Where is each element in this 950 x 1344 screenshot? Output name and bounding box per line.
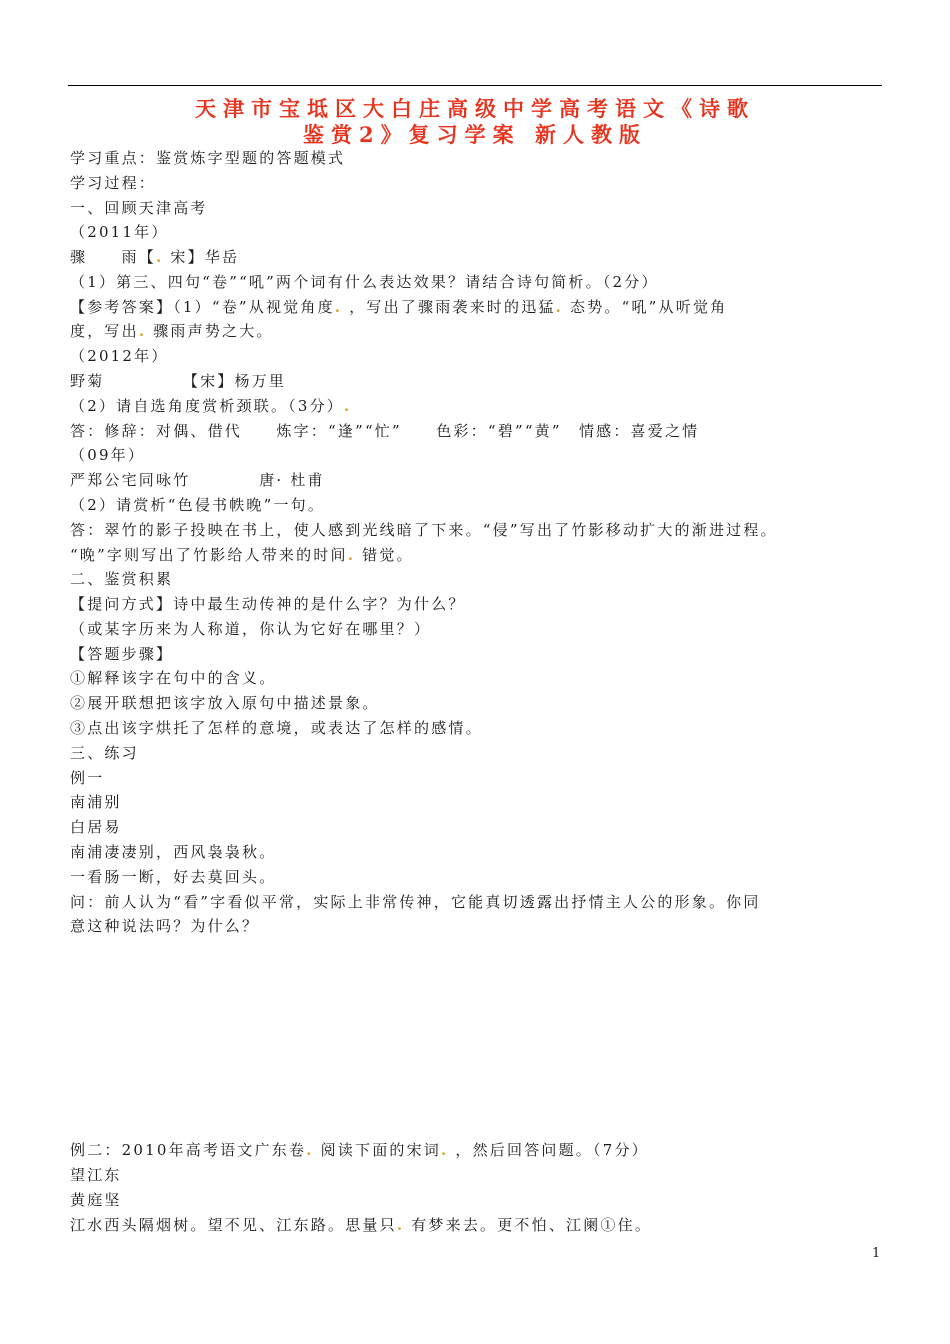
poem-line-1: 南浦凄凄别，西风袅袅秋。 [70, 843, 277, 861]
stray-dot-mark: . [138, 322, 147, 340]
year-09: （09年） [70, 446, 146, 464]
answer-2011-line-1: 【参考答案】（1）“卷”从视觉角度. ，写出了骤雨袭来时的迅猛. 态势。“吼”从听觉角 [70, 298, 728, 316]
stray-dot-mark: . [344, 397, 352, 415]
poem-title-zhouyu: 骤 雨【. 宋】华岳 [70, 248, 240, 266]
question-2012: （2）请自选角度赏析颈联。（3分）. [70, 397, 352, 415]
poem-author-baijuyi: 白居易 [70, 818, 122, 836]
study-process-heading: 学习过程： [70, 174, 157, 192]
poem-title-yeju: 野菊 【宋】杨万里 [70, 372, 287, 390]
stray-dot-mark: . [396, 1216, 405, 1234]
section-2-heading: 二、鉴赏积累 [70, 570, 174, 588]
example-1-question-line-2: 意这种说法吗？为什么？ [70, 917, 260, 935]
answer-09-line-1: 答：翠竹的影子投映在书上，使人感到光线暗了下来。“侵”写出了竹影移动扩大的渐进过程。 [70, 521, 778, 539]
poem-title-nanpu: 南浦别 [70, 793, 122, 811]
document-title-line-1: 天津市宝坻区大白庄高级中学高考语文《诗歌 [195, 96, 755, 121]
question-format-alt: （或某字历来为人称道，你认为它好在哪里？） [70, 620, 432, 638]
stray-dot-mark: . [156, 248, 164, 266]
stray-dot-mark: . [555, 298, 564, 316]
answer-step-2: ②展开联想把该字放入原句中描述景象。 [70, 694, 380, 712]
poem-line-2: 一看肠一断，好去莫回头。 [70, 868, 277, 886]
stray-dot-mark: . [347, 546, 356, 564]
study-focus: 学习重点：鉴赏炼字型题的答题模式 [70, 149, 346, 167]
section-3-heading: 三、练习 [70, 744, 139, 762]
answer-2012: 答：修辞：对偶、借代 炼字：“逢”“忙” 色彩：“碧”“黄” 情感：喜爱之情 [70, 422, 700, 440]
question-2011: （1）第三、四句“卷”“吼”两个词有什么表达效果？请结合诗句简析。（2分） [70, 273, 659, 291]
answer-2011-line-2: 度，写出. 骤雨声势之大。 [70, 322, 274, 340]
poem-title-wangjiangdong: 望江东 [70, 1166, 122, 1184]
stray-dot-mark: . [306, 1141, 314, 1159]
document-title-line-2: 鉴赏2》复习学案 新人教版 [303, 122, 647, 147]
stray-dot-mark: . [334, 298, 343, 316]
poem-text-wangjiangdong: 江水西头隔烟树。望不见、江东路。思量只. 有梦来去。更不怕、江阑①住。 [70, 1216, 653, 1234]
answer-step-3: ③点出该字烘托了怎样的意境，或表达了怎样的感情。 [70, 719, 483, 737]
poem-author-huangtingjian: 黄庭坚 [70, 1191, 122, 1209]
page-number: 1 [872, 1246, 881, 1261]
header-rule [68, 85, 882, 86]
section-1-heading: 一、回顾天津高考 [70, 199, 208, 217]
poem-title-bamboo: 严郑公宅同咏竹 唐· 杜甫 [70, 471, 325, 489]
question-09: （2）请赏析“色侵书帙晚”一句。 [70, 496, 326, 514]
year-2012: （2012年） [70, 347, 169, 365]
answer-steps-heading: 【答题步骤】 [70, 645, 174, 663]
answer-09-line-2: “晚”字则写出了竹影给人带来的时间. 错觉。 [70, 546, 414, 564]
year-2011: （2011年） [70, 223, 169, 241]
answer-step-1: ①解释该字在句中的含义。 [70, 669, 277, 687]
stray-dot-mark: . [441, 1141, 449, 1159]
example-2-intro: 例二：2010年高考语文广东卷. 阅读下面的宋词. ，然后回答问题。（7分） [70, 1141, 649, 1159]
example-1-label: 例一 [70, 769, 105, 787]
example-1-question-line-1: 问：前人认为“看”字看似平常，实际上非常传神，它能真切透露出抒情主人公的形象。你同 [70, 893, 761, 911]
question-format: 【提问方式】诗中最生动传神的是什么字？为什么？ [70, 595, 466, 613]
